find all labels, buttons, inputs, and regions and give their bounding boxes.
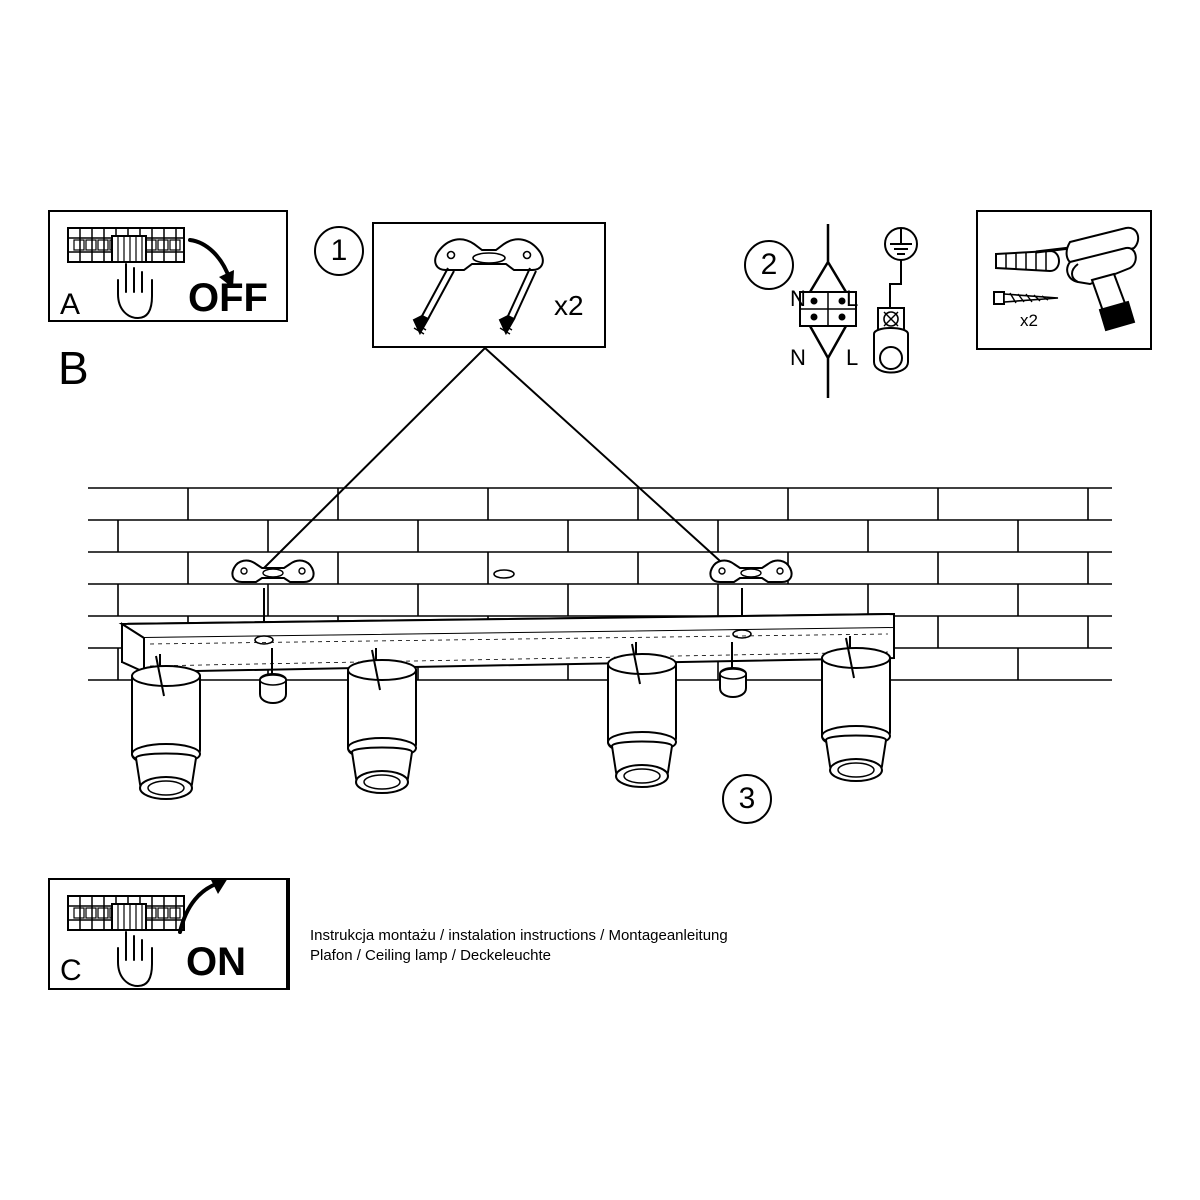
step-3-badge: 3 <box>722 774 772 824</box>
terminal-label-n-top: N <box>790 286 806 311</box>
step-2-badge: 2 <box>744 240 794 290</box>
step-c-letter: C <box>60 954 82 987</box>
caption-line-1: Instrukcja montażu / instalation instructions / Montageanleitung <box>310 927 728 944</box>
wall-mark-center <box>492 568 516 580</box>
step-c-label: ON <box>186 940 246 984</box>
tools-quantity: x2 <box>1020 311 1038 330</box>
wall-bracket-left <box>228 556 318 592</box>
mounting-bracket-icon <box>396 230 576 342</box>
step-1-quantity: x2 <box>554 290 584 321</box>
drill-icon <box>1030 218 1148 338</box>
step-1-badge: 1 <box>314 226 364 276</box>
terminal-label-n-bottom: N <box>790 345 806 370</box>
step-b-letter: B <box>58 342 89 394</box>
step-a-letter: A <box>60 288 81 321</box>
hand-icon <box>108 930 168 988</box>
step-a-label: OFF <box>188 276 268 320</box>
wall-bracket-right <box>706 556 796 592</box>
ceiling-lamp <box>104 588 934 848</box>
terminal-label-l-bottom: L <box>846 345 859 370</box>
caption-line-2: Plafon / Ceiling lamp / Deckeleuchte <box>310 947 551 964</box>
caption-divider <box>288 878 290 990</box>
terminal-label-l-top: L <box>846 286 859 311</box>
wiring-diagram-icon <box>786 222 936 402</box>
curved-arrow-icon <box>172 876 234 936</box>
hand-icon <box>108 262 168 320</box>
